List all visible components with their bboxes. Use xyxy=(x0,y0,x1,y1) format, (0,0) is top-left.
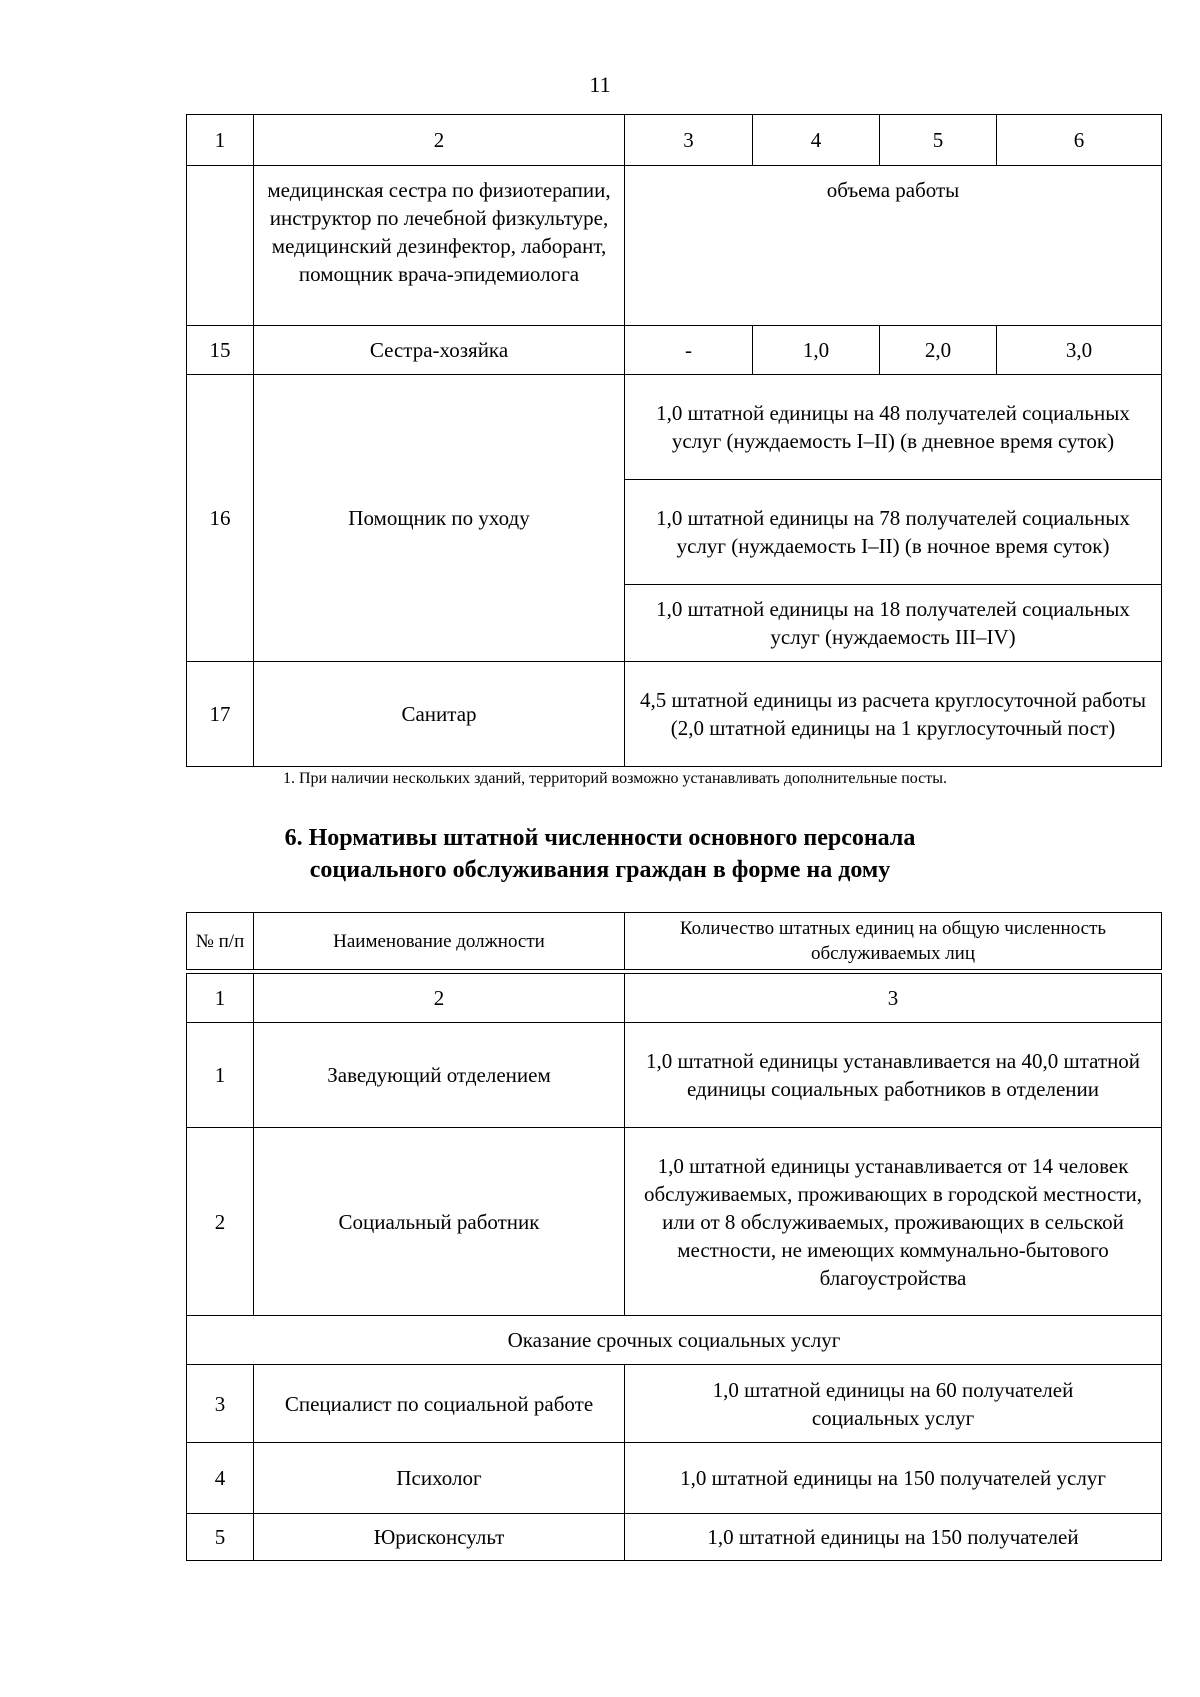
row-number-cell: 17 xyxy=(187,662,254,767)
column-number: 2 xyxy=(254,974,625,1023)
norm-cell: 1,0 штатной единицы на 78 получателей социальных услуг (нуждаемость I–II) (в ночное время суток) xyxy=(625,480,1162,585)
table-row xyxy=(187,326,1162,375)
row-number-cell: 3 xyxy=(187,1365,254,1443)
norm-cell: 1,0 штатной единицы на 48 получателей социальных услуг (нуждаемость I–II) (в дневное время суток) xyxy=(625,375,1162,480)
norm-cell: 1,0 штатной единицы устанавливается на 40,0 штатной единицы социальных работников в отделении xyxy=(625,1023,1162,1128)
table-row xyxy=(187,1023,1162,1128)
value-cell: 2,0 xyxy=(880,326,997,375)
column-number: 3 xyxy=(625,974,1162,1023)
table-row xyxy=(187,1128,1162,1316)
table-row xyxy=(187,1365,1162,1443)
page-number: 11 xyxy=(589,72,611,97)
section-title xyxy=(0,822,1200,886)
subheading-row xyxy=(187,1316,1162,1365)
column-number: 6 xyxy=(997,115,1162,166)
value-cell: 1,0 xyxy=(753,326,880,375)
column-number: 5 xyxy=(880,115,997,166)
column-number: 1 xyxy=(187,115,254,166)
position-name-cell: Санитар xyxy=(254,662,625,767)
row-number-cell xyxy=(187,166,254,326)
header-number: № п/п xyxy=(187,913,254,970)
staffing-table-continued xyxy=(186,114,1162,767)
table-row xyxy=(187,166,1162,326)
column-number: 4 xyxy=(753,115,880,166)
position-name-cell: Социальный работник xyxy=(254,1128,625,1316)
column-number: 1 xyxy=(187,974,254,1023)
table-row xyxy=(187,1443,1162,1514)
section-title-line: 6. Нормативы штатной численности основного персонала xyxy=(284,825,916,851)
position-name-cell: Юрисконсульт xyxy=(254,1514,625,1561)
norm-cell: 1,0 штатной единицы на 150 получателей услуг xyxy=(625,1443,1162,1514)
home-service-staffing-table xyxy=(186,973,1162,1561)
position-name-cell: Специалист по социальной работе xyxy=(254,1365,625,1443)
value-cell: - xyxy=(625,326,753,375)
row-number-cell: 5 xyxy=(187,1514,254,1561)
norm-cell: 1,0 штатной единицы на 60 получателей социальных услуг xyxy=(625,1365,1162,1443)
column-number-row xyxy=(187,115,1162,166)
section-title-line: социального обслуживания граждан в форме на дому xyxy=(309,857,891,883)
norm-cell: объема работы xyxy=(625,166,1162,326)
table-row xyxy=(187,1514,1162,1561)
column-number: 2 xyxy=(254,115,625,166)
norm-cell: 1,0 штатной единицы на 18 получателей социальных услуг (нуждаемость III–IV) xyxy=(625,585,1162,662)
table-row xyxy=(187,662,1162,767)
value-cell: 3,0 xyxy=(997,326,1162,375)
header-quantity: Количество штатных единиц на общую численность обслуживаемых лиц xyxy=(625,913,1162,970)
header-row xyxy=(187,913,1162,970)
row-number-cell: 1 xyxy=(187,1023,254,1128)
row-number-cell: 15 xyxy=(187,326,254,375)
footnote: 1. При наличии нескольких зданий, территорий возможно устанавливать дополнительные посты. xyxy=(282,770,948,787)
position-name-cell: Сестра-хозяйка xyxy=(254,326,625,375)
header-position: Наименование должности xyxy=(254,913,625,970)
position-name-cell: Помощник по уходу xyxy=(254,375,625,662)
position-name-cell: Психолог xyxy=(254,1443,625,1514)
norm-cell: 4,5 штатной единицы из расчета круглосуточной работы (2,0 штатной единицы на 1 круглосуточный пост) xyxy=(625,662,1162,767)
norm-cell: 1,0 штатной единицы на 150 получателей xyxy=(625,1514,1162,1561)
row-number-cell: 2 xyxy=(187,1128,254,1316)
column-number-row xyxy=(187,974,1162,1023)
position-name-cell: Заведующий отделением xyxy=(254,1023,625,1128)
table-row xyxy=(187,375,1162,480)
row-number-cell: 4 xyxy=(187,1443,254,1514)
subheading-cell: Оказание срочных социальных услуг xyxy=(187,1316,1162,1365)
column-number: 3 xyxy=(625,115,753,166)
row-number-cell: 16 xyxy=(187,375,254,662)
position-name-cell: медицинская сестра по физиотерапии, инструктор по лечебной физкультуре, медицинский дезинфектор, лаборант, помощник врача-эпидемиолога xyxy=(254,166,625,326)
norm-cell: 1,0 штатной единицы устанавливается от 14 человек обслуживаемых, проживающих в городской местности, или от 8 обслуживаемых, проживающих в сельской местности, не имеющих коммунально-бытового благоустройства xyxy=(625,1128,1162,1316)
table-header xyxy=(186,912,1162,970)
